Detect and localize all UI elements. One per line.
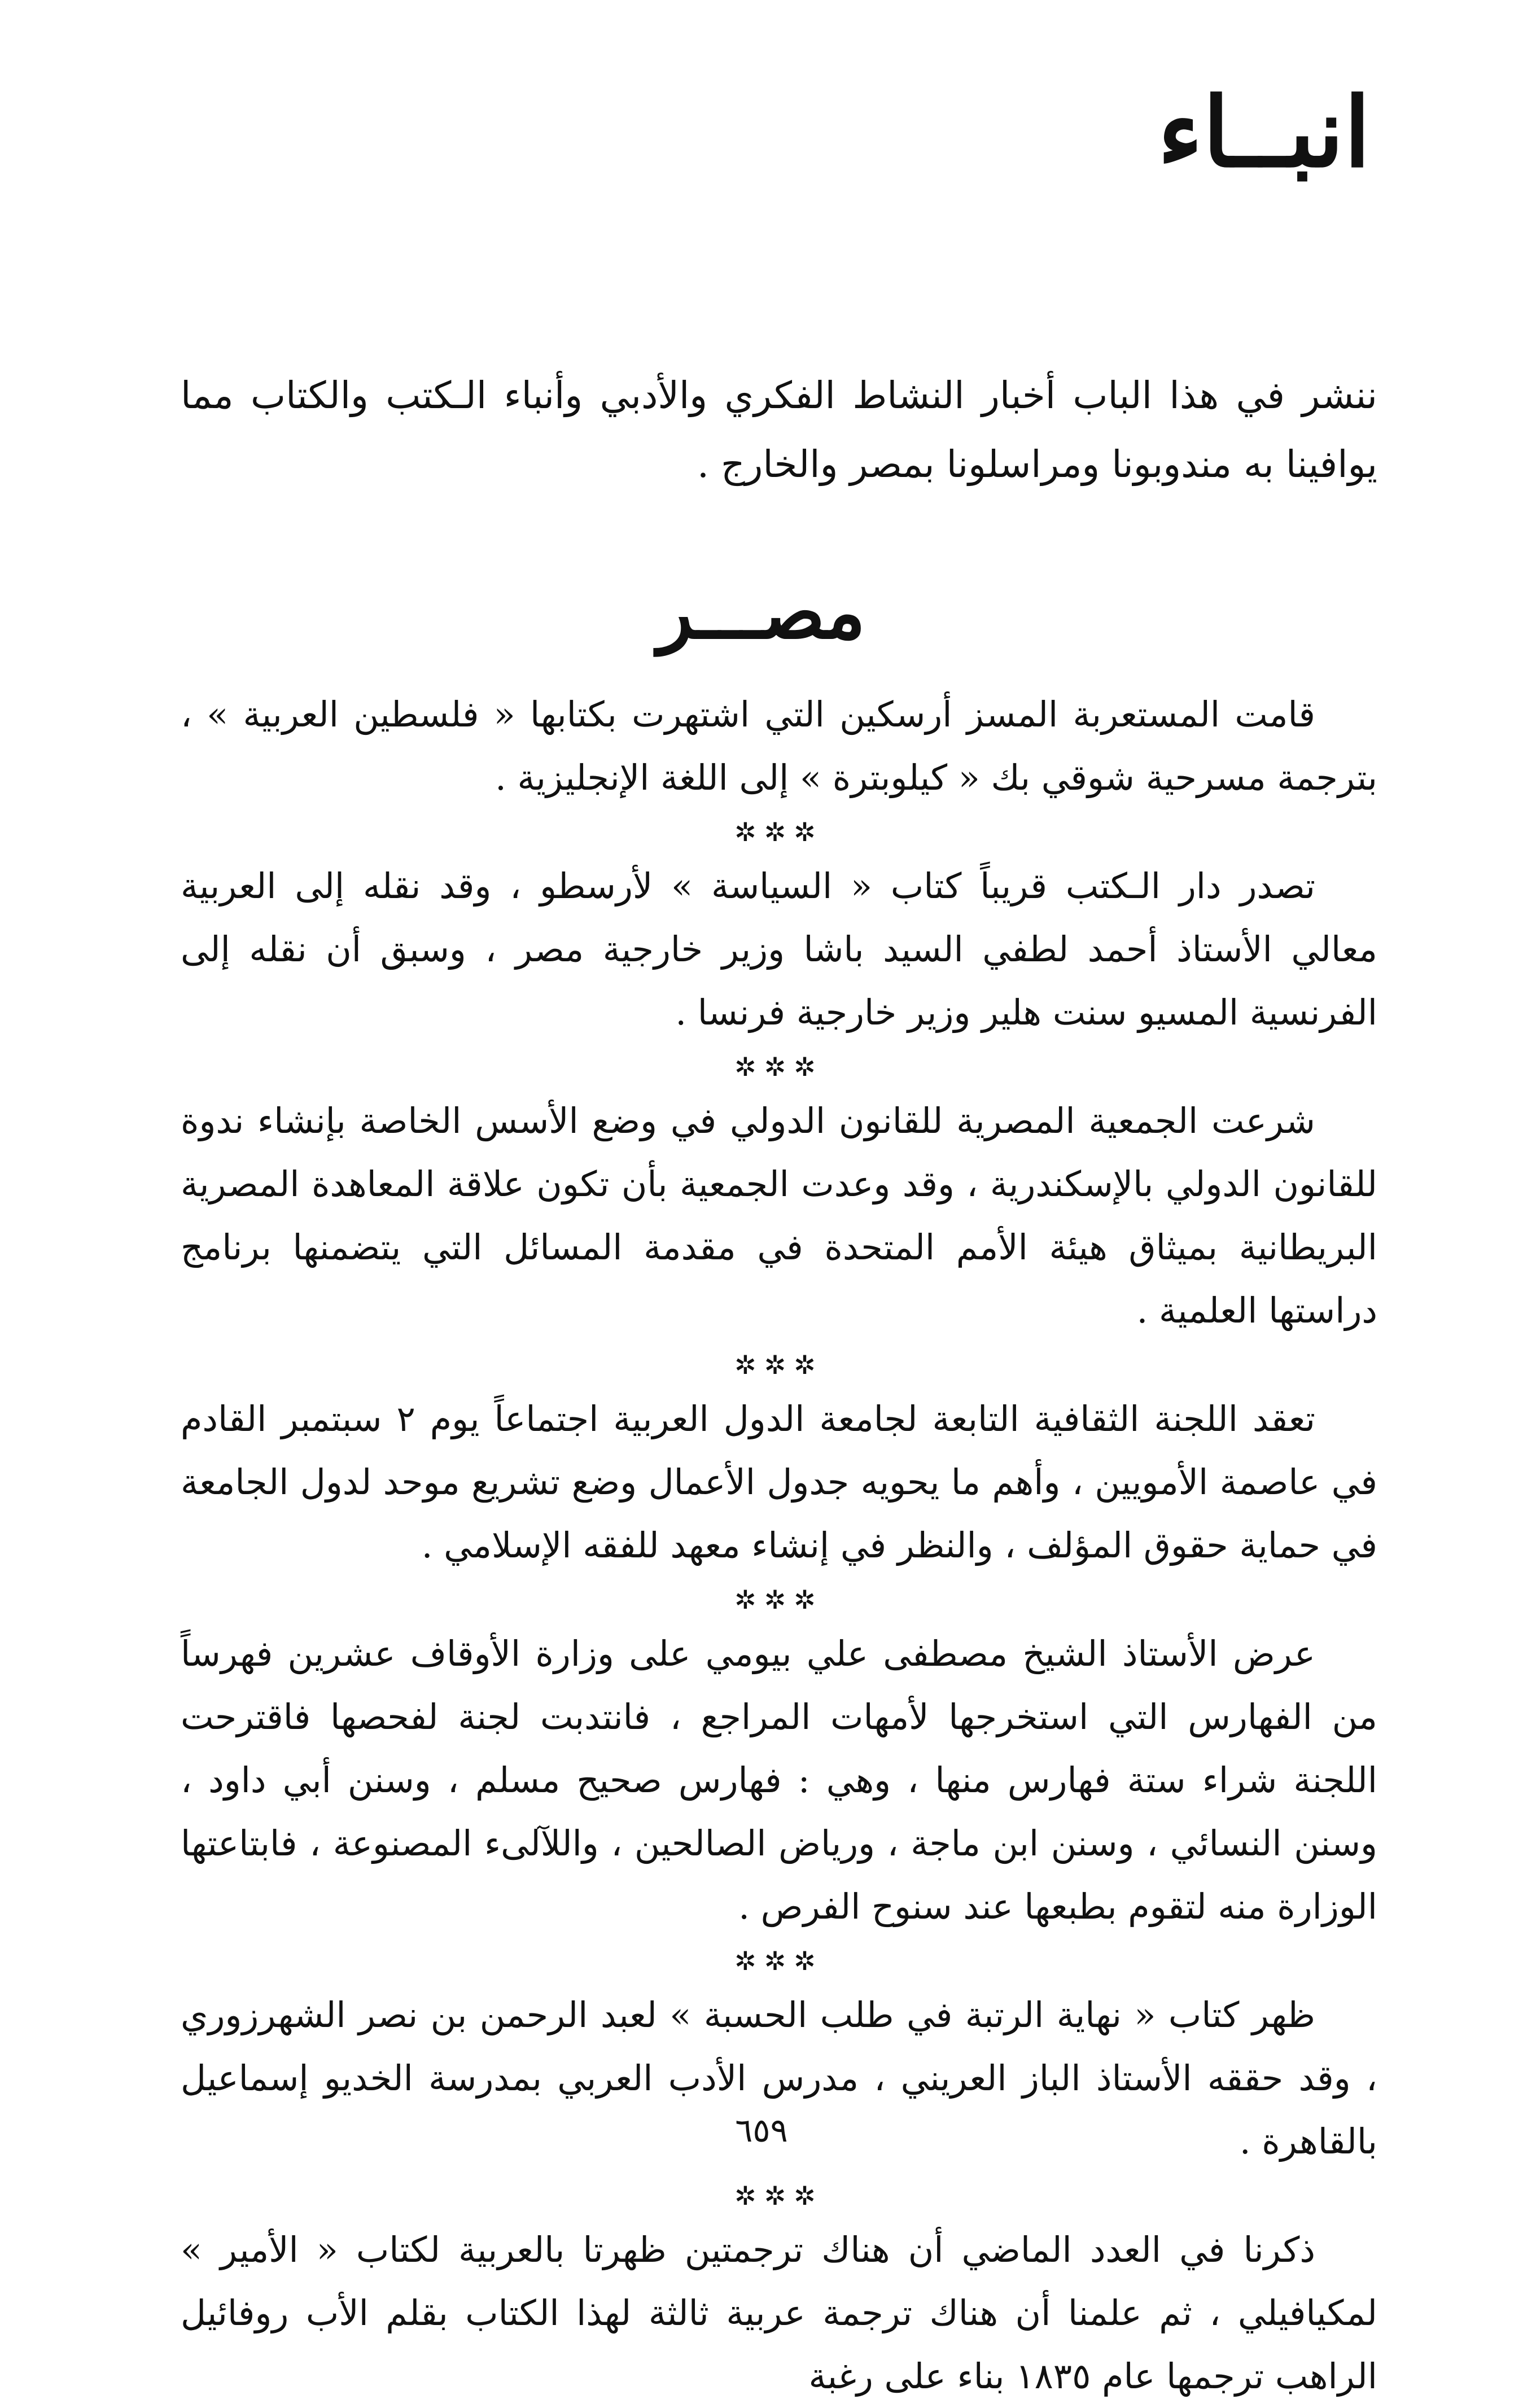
news-item: عرض الأستاذ الشيخ مصطفى علي بيومي على وزارة الأوقاف عشرين فهرساً من الفهارس التي استخرجها لأمهات المراجع ، فانتدبت لجنة لفحصها فاقترحت اللجنة شراء ستة فهارس منها ، وهي : فهارس صحيح مسلم ، وسنن أبي داود ، وسنن النسائي ، وسنن ابن ماجة ، ورياض الصالحين ، واللآلىء المصنوعة ، فابتاعتها الوزارة منه لتقوم بطبعها عند سنوح الفرص . xyxy=(181,1633,1377,1927)
separator-stars: ✲✲✲ xyxy=(734,1584,824,1615)
news-item: شرعت الجمعية المصرية للقانون الدولي في وضع الأسس الخاصة بإنشاء ندوة للقانون الدولي بالإسكندرية ، وقد وعدت الجمعية بأن تكون علاقة المعاهدة المصرية البريطانية بميثاق هيئة الأمم المتحدة في مقدمة المسائل التي يتضمنها برنامج دراستها العلمية . xyxy=(181,1100,1377,1331)
separator-stars: ✲✲✲ xyxy=(734,2181,824,2211)
news-item: قامت المستعربة المسز أرسكين التي اشتهرت بكتابها « فلسطين العربية » ، بترجمة مسرحية شوقي بك « كيلوبترة » إلى اللغة الإنجليزية . xyxy=(181,694,1377,798)
separator-stars: ✲✲✲ xyxy=(734,1350,824,1380)
news-item: تعقد اللجنة الثقافية التابعة لجامعة الدول العربية اجتماعاً يوم ٢ سبتمبر القادم في عاصمة الأمويين ، وأهم ما يحويه جدول الأعمال وضع تشريع موحد لدول الجامعة في حماية حقوق المؤلف ، والنظر في إنشاء معهد للفقه الإسلامي . xyxy=(181,1398,1377,1566)
separator-stars: ✲✲✲ xyxy=(734,817,824,847)
intro-paragraph: ننشر في هذا الباب أخبار النشاط الفكري والأدبي وأنباء الـكتب والكتاب مما يوافينا به مندوبونا ومراسلونا بمصر والخارج . xyxy=(181,374,1377,486)
section-title: مصـــر xyxy=(657,569,866,655)
news-item: ذكرنا في العدد الماضي أن هناك ترجمتين ظهرتا بالعربية لكتاب « الأمير » لمكيافيلي ، ثم علمنا أن هناك ترجمة عربية ثالثة لهذا الكتاب بقلم الأب روفائيل الراهب ترجمها عام ١٨٣٥ بناء على رغبة xyxy=(181,2229,1377,2397)
page-number: ٦٥٩ xyxy=(735,2111,788,2149)
news-item: ظهر كتاب « نهاية الرتبة في طلب الحسبة » لعبد الرحمن بن نصر الشهرزوري ، وقد حققه الأستاذ الباز العريني ، مدرس الأدب العربي بمدرسة الخديو إسماعيل بالقاهرة . xyxy=(181,1994,1377,2162)
news-item: تصدر دار الـكتب قريباً كتاب « السياسة » لأرسطو ، وقد نقله إلى العربية معالي الأستاذ أحمد لطفي السيد باشا وزير خارجية مصر ، وسبق أن نقله إلى الفرنسية المسيو سنت هلير وزير خارجية فرنسا . xyxy=(181,865,1377,1033)
page-header-title: انبــاء xyxy=(1157,76,1371,189)
separator-stars: ✲✲✲ xyxy=(734,1052,824,1082)
separator-stars: ✲✲✲ xyxy=(734,1946,824,1976)
